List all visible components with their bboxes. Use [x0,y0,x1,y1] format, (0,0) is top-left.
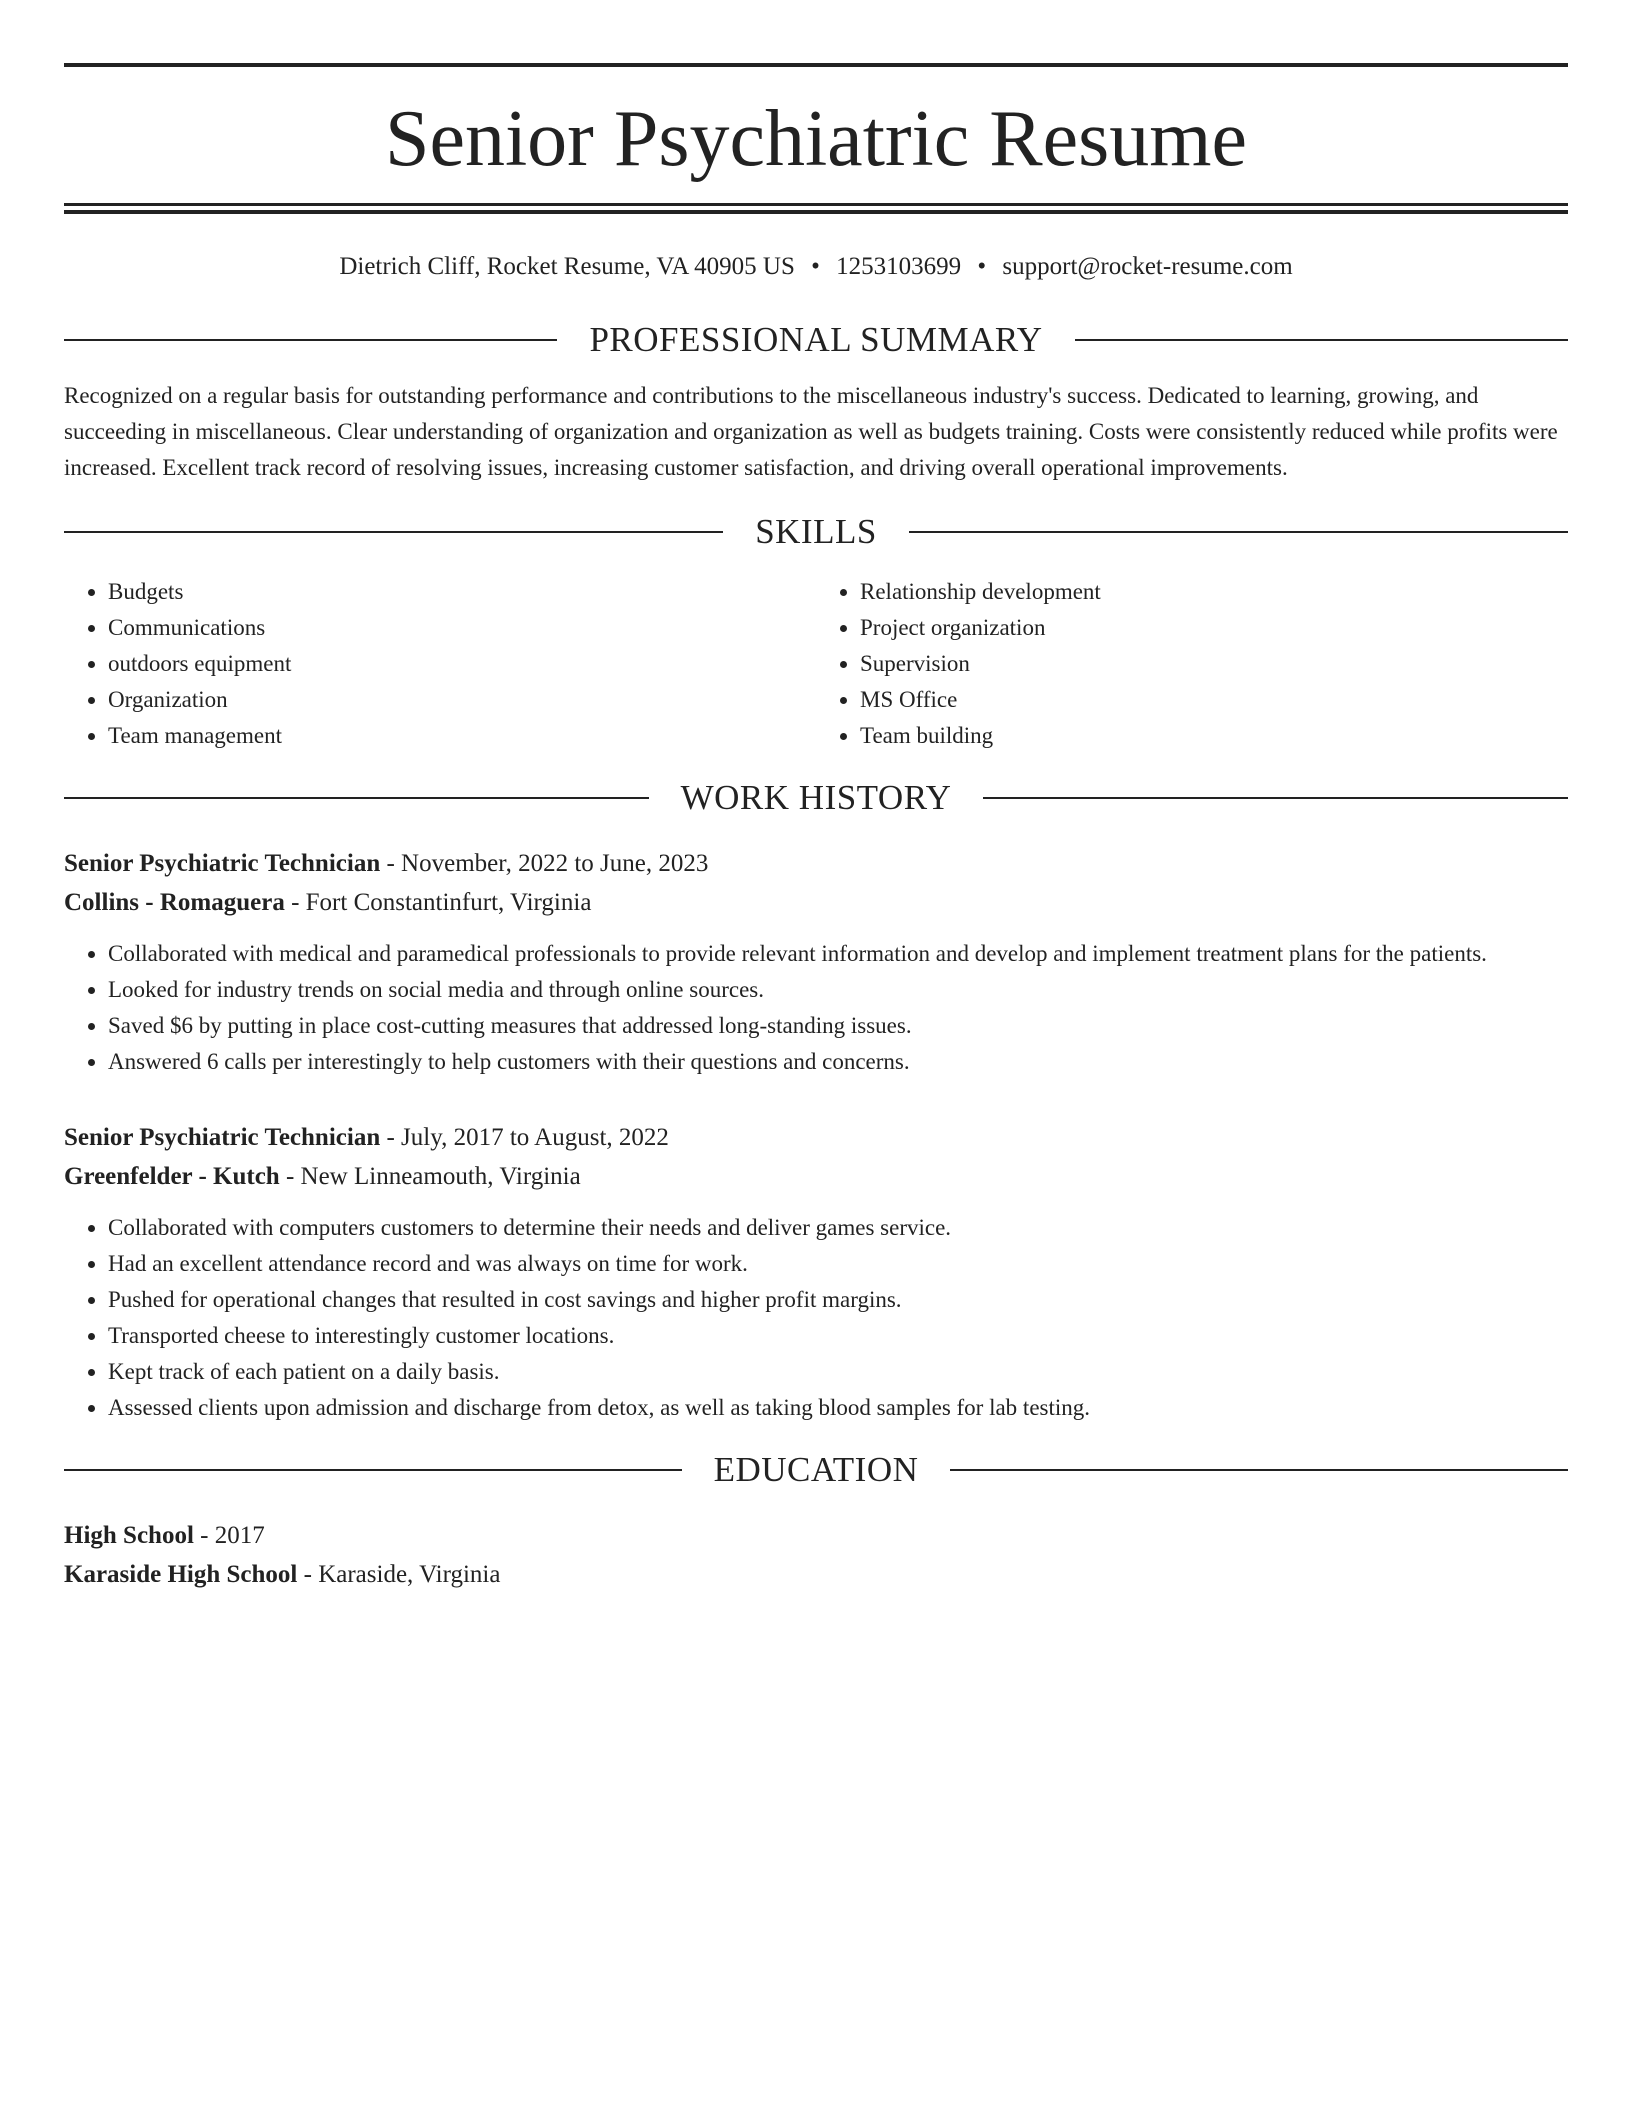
job-title-line [64,1118,1568,1157]
job-dates: - November, 2022 to June, 2023 [380,850,709,877]
section-rule-left [64,797,649,799]
contact-line [64,250,1568,284]
section-rule-right [983,797,1568,799]
skills-list [64,574,1568,754]
education-degree-line [64,1516,1568,1555]
work-heading: WORK HISTORY [680,778,952,817]
section-rule-left [64,531,723,533]
job-company-line [64,1157,1568,1196]
contact-separator: • [977,253,987,280]
skill-item: • outdoors equipment [108,646,816,682]
skill-item: • Team management [108,718,816,754]
section-rule-right [950,1469,1568,1471]
education-location: - Karaside, Virginia [297,1561,501,1588]
education-degree: High School [64,1522,194,1549]
job-bullet: • Transported cheese to interestingly customer locations. [108,1318,1568,1354]
education-school-line [64,1555,1568,1594]
skill-item: • Team building [860,718,1568,754]
job-title-line [64,844,1568,883]
job-bullet: • Looked for industry trends on social media and through online sources. [108,972,1568,1008]
job-dates: - July, 2017 to August, 2022 [380,1124,669,1151]
resume-title: Senior Psychiatric Resume [384,95,1248,183]
job-bullet: • Assessed clients upon admission and discharge from detox, as well as taking blood samples for lab testing. [108,1390,1568,1426]
top-rule [64,63,1568,67]
job-bullet: • Had an excellent attendance record and was always on time for work. [108,1246,1568,1282]
section-rule-left [64,1469,682,1471]
summary-text: Recognized on a regular basis for outstanding performance and contributions to the miscellaneous industry's success. Dedicated to learning, growing, and succeeding in miscellaneous. Clear understanding of organization and organization as well as budgets training. Costs were consistently reduced while profits were increased. Excellent track record of resolving issues, increasing customer satisfaction, and driving overall operational improvements. [64,383,1558,480]
job-bullets [64,936,1568,1080]
education-school: Karaside High School [64,1561,298,1588]
job-location: - Fort Constantinfurt, Virginia [284,889,592,916]
job-bullet: • Collaborated with computers customers to determine their needs and deliver games service. [108,1210,1568,1246]
education-section-header [64,1448,1568,1492]
job-bullet: • Collaborated with medical and paramedical professionals to provide relevant information and develop and implement treatment plans for the patients. [108,936,1568,972]
job-entry [64,1118,1568,1426]
job-bullet: • Pushed for operational changes that resulted in cost savings and higher profit margins. [108,1282,1568,1318]
job-company: Collins - Romaguera [64,889,285,916]
skill-item: • Project organization [860,610,1568,646]
summary-heading: PROFESSIONAL SUMMARY [589,320,1043,359]
education-year: - 2017 [193,1522,265,1549]
contact-email: support@rocket-resume.com [1002,253,1293,280]
job-location: - New Linneamouth, Virginia [279,1163,581,1190]
section-rule-right [909,531,1568,533]
section-rule-right [1075,339,1568,341]
job-company: Greenfelder - Kutch [64,1163,280,1190]
contact-separator: • [811,253,820,280]
contact-address: Dietrich Cliff, Rocket Resume, VA 40905 US [339,253,795,280]
title-double-rule [64,203,1568,214]
skills-column-left [64,574,816,754]
skills-column-right [816,574,1568,754]
summary-section-header [64,318,1568,362]
skills-heading: SKILLS [755,512,877,551]
job-bullets [64,1210,1568,1426]
job-title: Senior Psychiatric Technician [64,1124,381,1151]
section-rule-left [64,339,557,341]
education-entry [64,1516,1568,1594]
job-bullet: • Answered 6 calls per interestingly to help customers with their questions and concerns. [108,1044,1568,1080]
skill-item: • Communications [108,610,816,646]
job-bullet: • Kept track of each patient on a daily basis. [108,1354,1568,1390]
job-bullet: • Saved $6 by putting in place cost-cutting measures that addressed long-standing issues. [108,1008,1568,1044]
contact-phone: 1253103699 [836,253,962,280]
skill-item: • Relationship development [860,574,1568,610]
skill-item: • Supervision [860,646,1568,682]
skill-item: • Organization [108,682,816,718]
skills-section-header [64,510,1568,554]
work-section-header [64,776,1568,820]
skill-item: • Budgets [108,574,816,610]
job-title: Senior Psychiatric Technician [64,850,381,877]
job-company-line [64,883,1568,922]
education-heading: EDUCATION [713,1450,919,1489]
job-entry [64,844,1568,1080]
skill-item: • MS Office [860,682,1568,718]
